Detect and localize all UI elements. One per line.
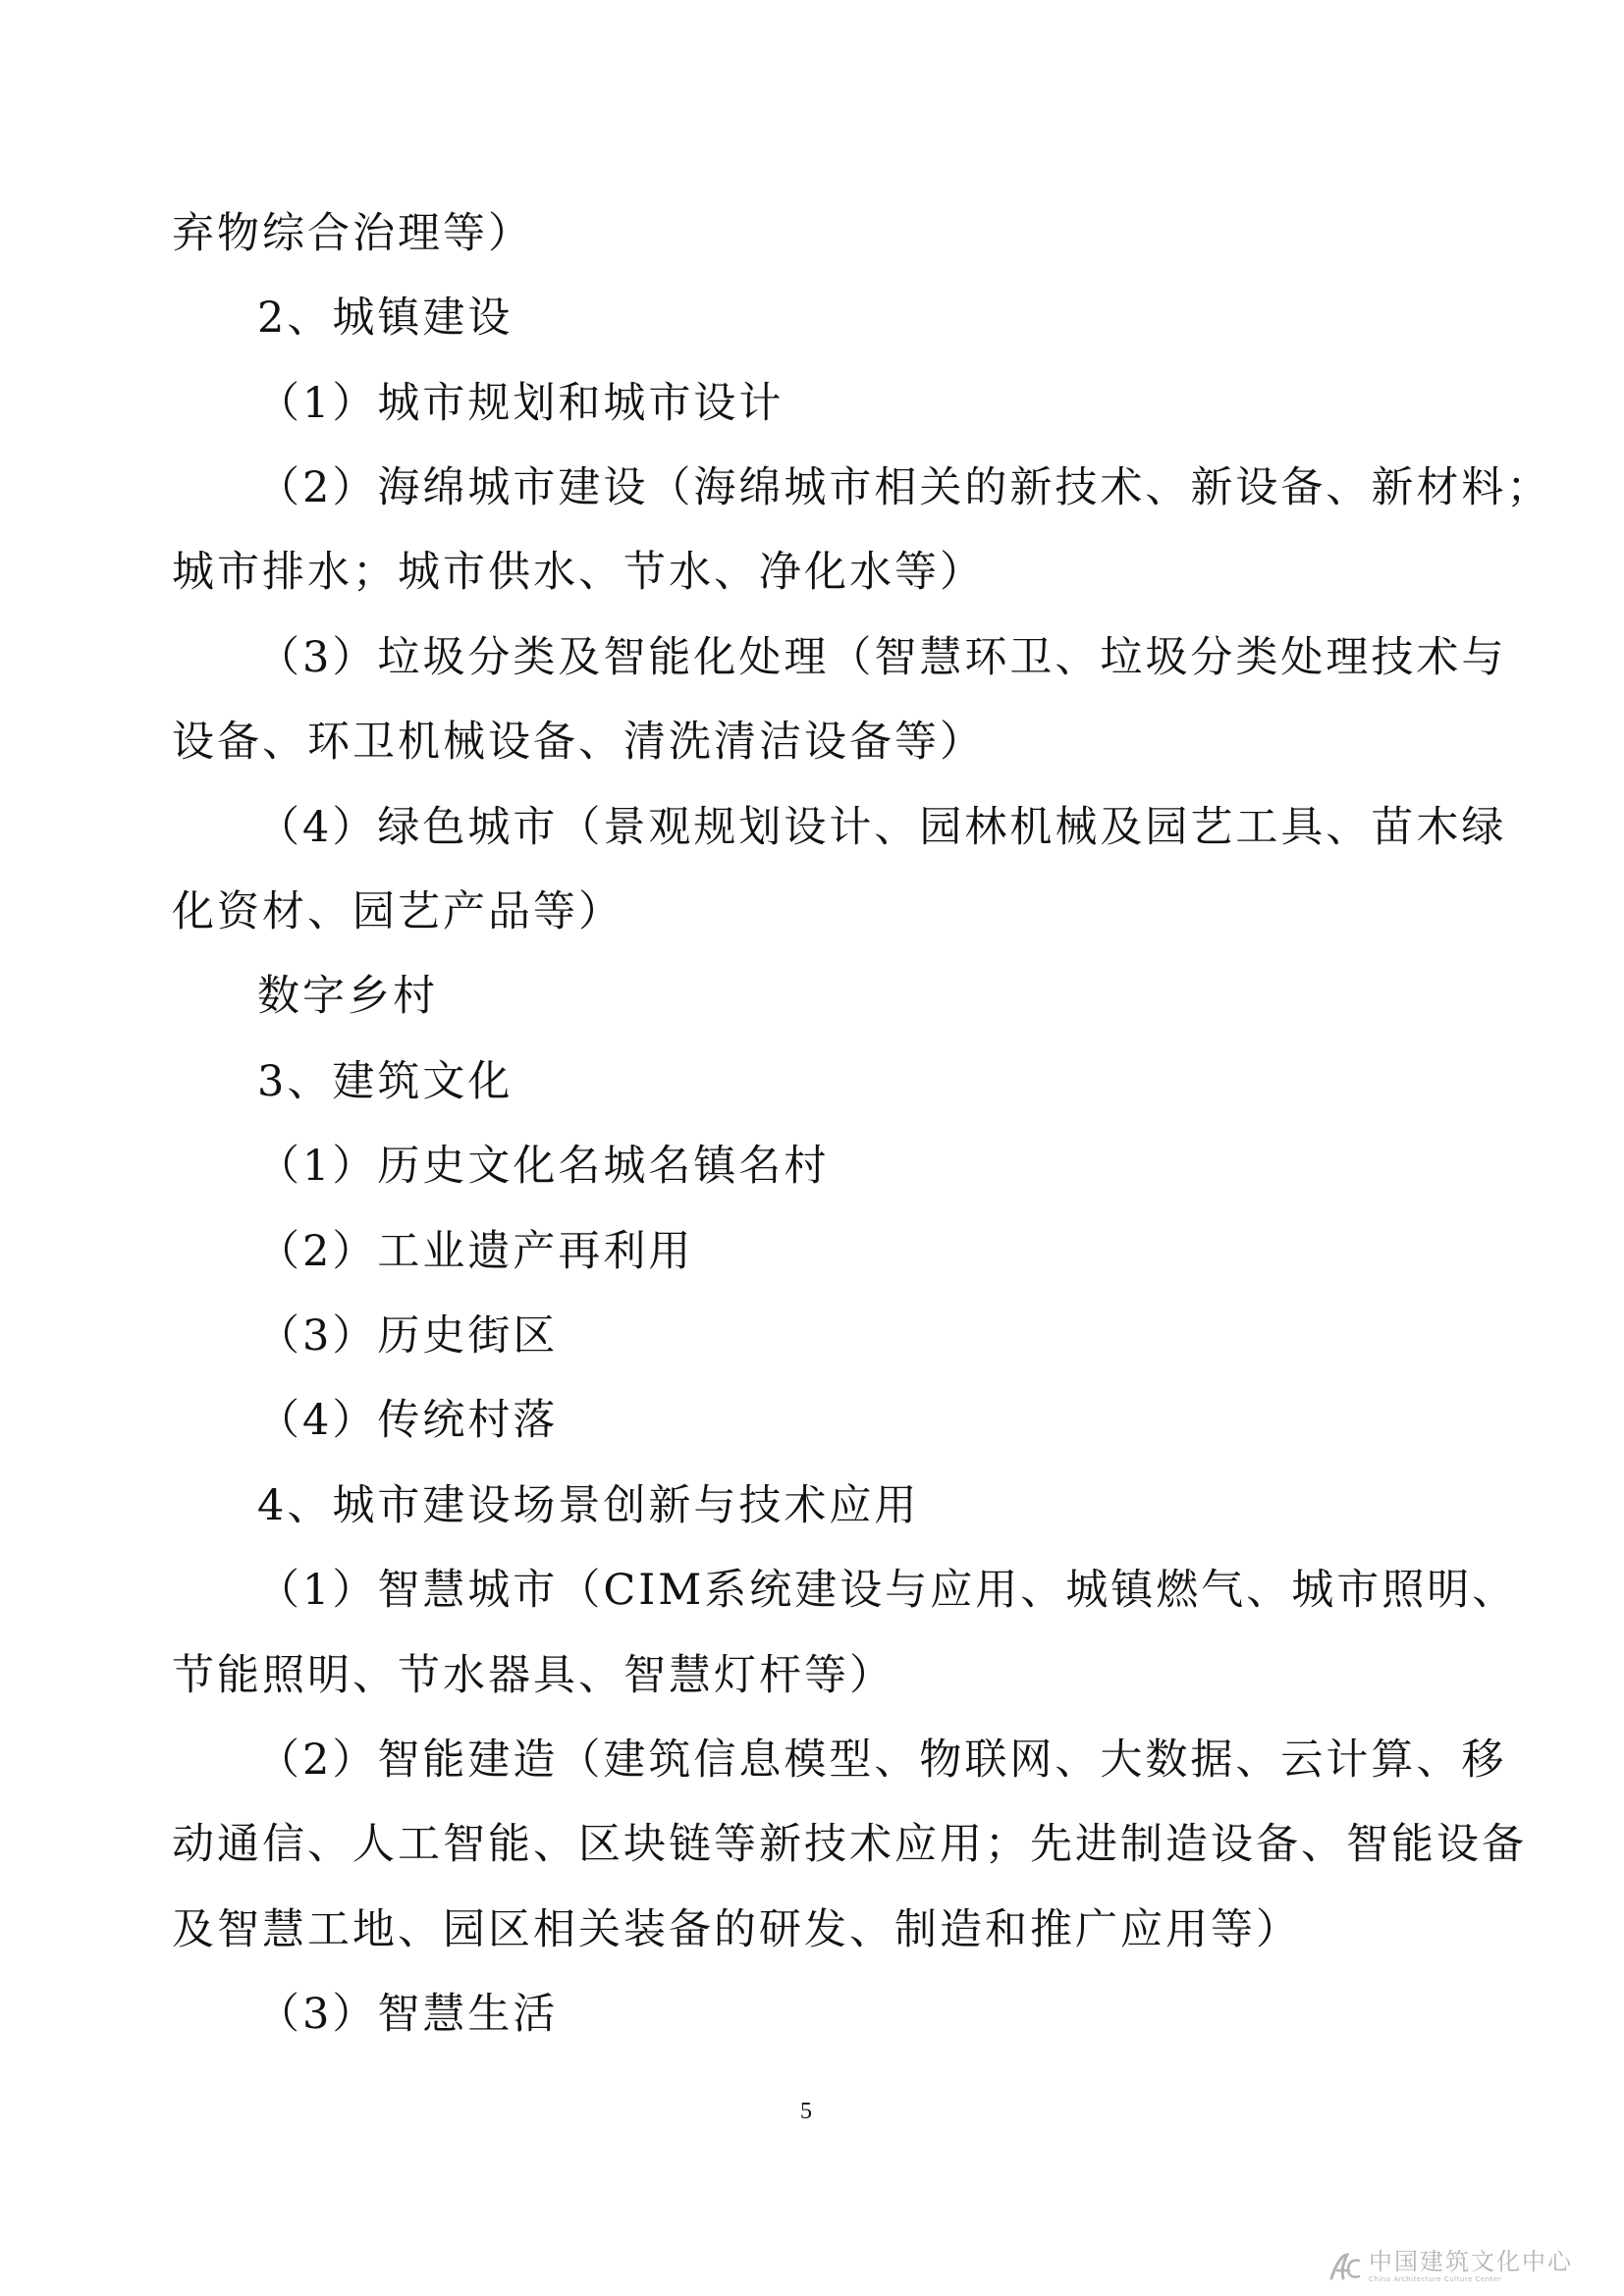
text-line: 设备、环卫机械设备、清洗清洁设备等） [172, 718, 985, 767]
acc-logo-icon [1327, 2249, 1363, 2284]
section-heading: 4、城市建设场景创新与技术应用 [257, 1481, 920, 1530]
section-heading: 2、城镇建设 [257, 294, 514, 343]
list-item: （3）历史街区 [257, 1311, 559, 1361]
watermark-name-cn: 中国建筑文化中心 [1369, 2248, 1573, 2275]
list-item: （3）垃圾分类及智能化处理（智慧环卫、垃圾分类处理技术与 [257, 633, 1507, 682]
section-heading: 3、建筑文化 [257, 1057, 514, 1106]
list-item: （1）城市规划和城市设计 [257, 379, 785, 428]
list-item: （4）传统村落 [257, 1396, 559, 1445]
list-item: （3）智慧生活 [257, 1990, 559, 2039]
text-line: 节能照明、节水器具、智慧灯杆等） [172, 1651, 894, 1700]
list-item: （2）海绵城市建设（海绵城市相关的新技术、新设备、新材料； [257, 463, 1552, 512]
page-number: 5 [800, 2099, 812, 2124]
text-line: 弃物综合治理等） [172, 209, 533, 258]
list-item: （4）绿色城市（景观规划设计、园林机械及园艺工具、苗木绿 [257, 803, 1507, 852]
watermark-name-en: China Architecture Culture Center [1369, 2275, 1502, 2283]
list-item: （2）智能建造（建筑信息模型、物联网、大数据、云计算、移 [257, 1735, 1507, 1785]
text-line: 及智慧工地、园区相关装备的研发、制造和推广应用等） [172, 1905, 1301, 1954]
watermark [1327, 2245, 1573, 2288]
text-line: 城市排水；城市供水、节水、净化水等） [172, 548, 985, 597]
list-item: （2）工业遗产再利用 [257, 1227, 694, 1276]
text-line: 动通信、人工智能、区块链等新技术应用；先进制造设备、智能设备 [172, 1820, 1527, 1869]
list-item: （1）智慧城市（CIM系统建设与应用、城镇燃气、城市照明、 [257, 1566, 1518, 1615]
list-item: （1）历史文化名城名镇名村 [257, 1142, 830, 1191]
text-line: 数字乡村 [257, 972, 438, 1021]
text-line: 化资材、园艺产品等） [172, 887, 623, 936]
